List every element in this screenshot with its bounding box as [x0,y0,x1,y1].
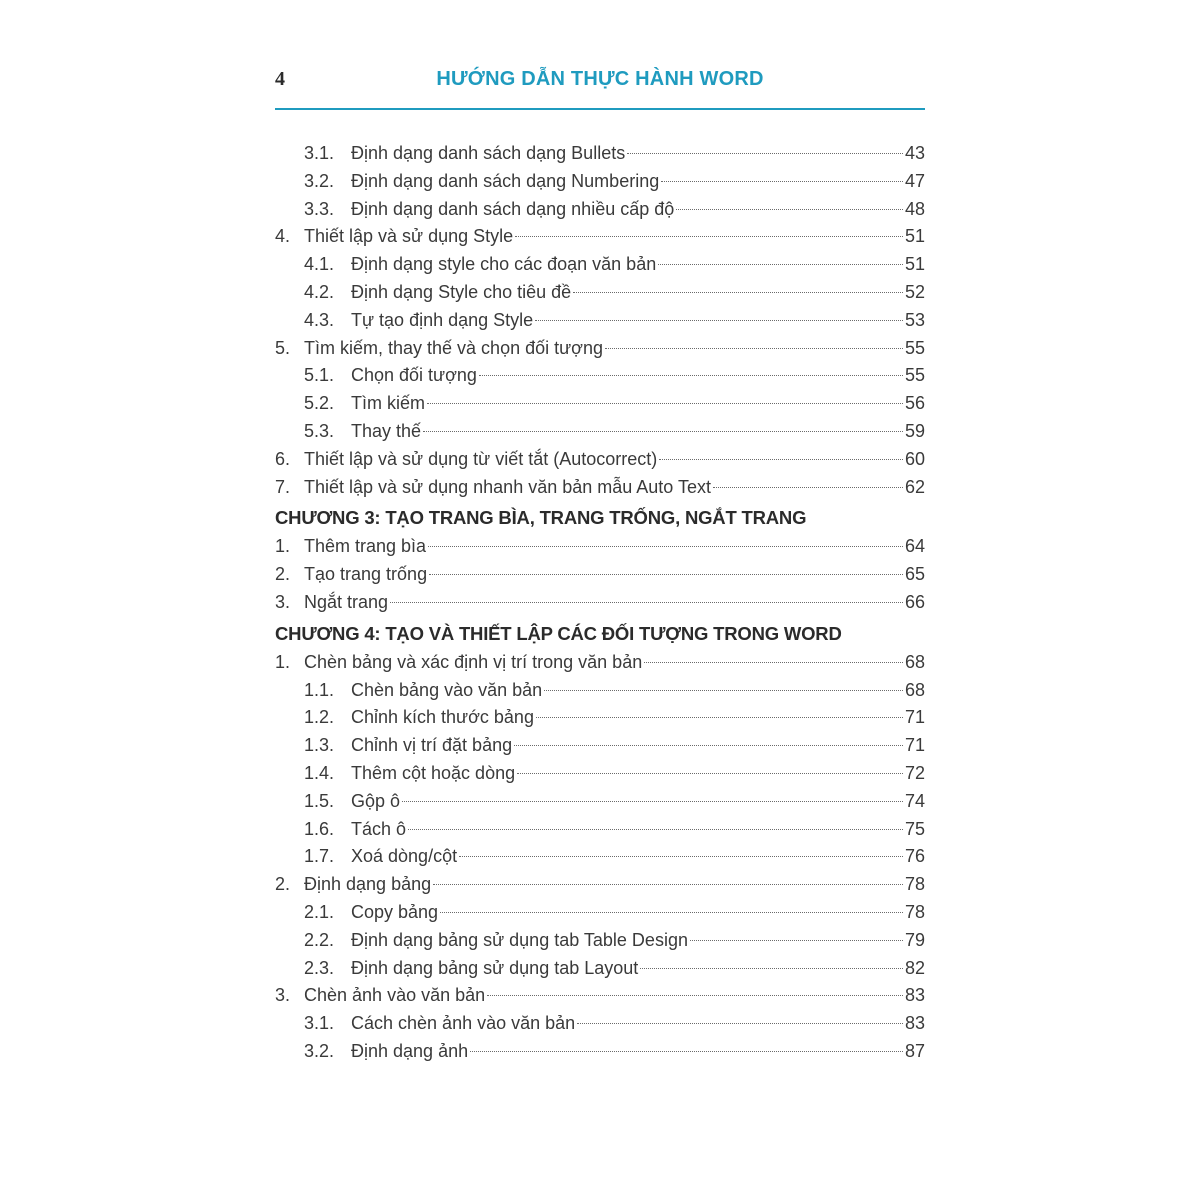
toc-entry-number: 7. [275,476,291,497]
toc-dot-leader [627,153,903,154]
toc-entry-title: Định dạng bảng [304,874,432,895]
toc-entry-number: 3.3. [304,198,335,219]
toc-entry-page: 53 [904,309,925,330]
toc-entry [275,446,925,474]
toc-entry-title: Tạo trang trống [304,564,428,585]
toc-entry-number: 3. [275,591,291,612]
toc-entry-title: Định dạng Style cho tiêu đề [351,281,572,302]
toc-entry-page: 43 [904,143,925,163]
toc-entry-number: 3.1. [304,143,335,163]
toc-entry-page: 68 [904,679,925,700]
toc-entry-title: Tìm kiếm [351,393,425,414]
toc-dot-leader [440,912,903,913]
toc-entry-number: 5. [275,337,291,358]
toc-entry-number: 1. [275,651,291,672]
toc-dot-leader [658,264,903,265]
toc-entry-page: 68 [904,651,925,672]
toc-entry-page: 62 [904,476,925,497]
toc-entry-page: 55 [904,337,925,358]
toc-entry-number: 1.5. [304,790,335,811]
toc-entry [275,279,925,307]
toc-entry-title: Chỉnh vị trí đặt bảng [351,735,513,756]
toc-entry-page: 51 [904,254,925,275]
toc-entry-page: 71 [904,735,925,756]
toc-entry [275,251,925,279]
toc-entry-page: 72 [904,762,925,783]
toc-entry-page: 75 [904,818,925,839]
toc-dot-leader [536,717,903,718]
toc-entry [275,168,925,196]
toc-chapter-heading: CHƯƠNG 3: TẠO TRANG BÌA, TRANG TRỐNG, NGẮT TRANG [275,507,807,529]
toc-dot-leader [640,968,903,969]
toc-entry [275,223,925,251]
toc-entry-page: 47 [904,170,925,191]
toc-entry-title: Định dạng bảng sử dụng tab Layout [351,957,639,978]
toc-entry-number: 1.2. [304,707,335,728]
toc-entry [275,196,925,224]
toc-entry-title: Tự tạo định dạng Style [351,309,534,330]
toc-dot-leader [408,829,903,830]
toc-entry [275,589,925,617]
toc-entry-title: Cách chèn ảnh vào văn bản [351,1013,576,1034]
header-divider [275,108,925,110]
toc-dot-leader [577,1023,903,1024]
toc-dot-leader [573,292,903,293]
page-number: 4 [275,68,285,90]
toc-entry-title: Định dạng ảnh [351,1040,469,1061]
toc-entry [275,307,925,335]
toc-entry-number: 4.1. [304,254,335,275]
toc-entry [275,816,925,844]
toc-dot-leader [433,884,903,885]
toc-dot-leader [676,209,903,210]
toc-entry-title: Thêm trang bìa [304,536,427,557]
toc-entry [275,1038,925,1066]
toc-entry-title: Chỉnh kích thước bảng [351,707,534,728]
toc-entry [275,788,925,816]
toc-entry-page: 83 [904,1013,925,1034]
toc-entry-number: 5.3. [304,420,335,441]
toc-entry [275,843,925,871]
toc-entry [275,561,925,589]
toc-entry-number: 4.2. [304,281,335,302]
toc-entry-number: 2. [275,564,291,585]
toc-entry-number: 3.1. [304,1013,335,1034]
toc-entry-title: Định dạng danh sách dạng Numbering [351,170,660,191]
toc-entry-title: Xoá dòng/cột [351,846,458,867]
toc-dot-leader [427,403,903,404]
toc-entry [275,474,925,502]
toc-entry-page: 82 [904,957,925,978]
toc-entry-page: 78 [904,874,925,895]
toc-entry-number: 2.3. [304,957,335,978]
toc-entry-title: Thiết lập và sử dụng Style [304,226,514,247]
toc-entry [275,1010,925,1038]
toc-entry-number: 1.4. [304,762,335,783]
toc-dot-leader [515,236,903,237]
toc-entry-number: 1.1. [304,679,335,700]
toc-entry-title: Ngắt trang [304,591,389,612]
toc-dot-leader [713,487,903,488]
toc-dot-leader [644,662,903,663]
toc-entry-page: 55 [904,365,925,386]
toc-entry-page: 59 [904,420,925,441]
toc-entry-page: 52 [904,281,925,302]
toc-entry-title: Định dạng style cho các đoạn văn bản [351,254,657,275]
toc-entry [275,649,925,677]
toc-entry-number: 5.2. [304,393,335,414]
toc-entry-title: Chèn bảng và xác định vị trí trong văn bản [304,651,643,672]
toc-entry [275,140,925,168]
toc-entry-title: Thêm cột hoặc dòng [351,762,516,783]
running-header-title: HƯỚNG DẪN THỰC HÀNH WORD [436,68,764,90]
toc-dot-leader [659,459,903,460]
toc-dot-leader [661,181,903,182]
toc-dot-leader [390,602,903,603]
toc-entry-page: 79 [904,929,925,950]
toc-entry-number: 3.2. [304,170,335,191]
toc-entry [275,927,925,955]
toc-entry-page: 74 [904,790,925,811]
toc-dot-leader [544,690,903,691]
toc-dot-leader [479,375,903,376]
toc-entry-number: 6. [275,448,291,469]
toc-entry-title: Định dạng danh sách dạng Bullets [351,143,626,163]
toc-entry-page: 76 [904,846,925,867]
toc-entry-number: 2.1. [304,901,335,922]
toc-entry-number: 4.3. [304,309,335,330]
toc-entry [275,335,925,363]
toc-entry [275,955,925,983]
toc-dot-leader [690,940,903,941]
toc-entry-page: 83 [904,985,925,1006]
toc-entry-title: Chèn bảng vào văn bản [351,679,543,700]
toc-entry-title: Tách ô [351,818,407,839]
toc-dot-leader [428,546,903,547]
toc-entry-title: Định dạng danh sách dạng nhiều cấp độ [351,198,675,219]
toc-entry-page: 48 [904,198,925,219]
toc-entry-page: 78 [904,901,925,922]
toc-entry-page: 87 [904,1040,925,1061]
toc-entry-title: Thay thế [351,420,422,441]
toc-entry-title: Copy bảng [351,901,439,922]
toc-entry-number: 4. [275,226,291,247]
toc-entry-title: Tìm kiếm, thay thế và chọn đối tượng [304,337,603,358]
toc-dot-leader [459,856,903,857]
toc-entry-title: Thiết lập và sử dụng nhanh văn bản mẫu Auto Text [304,476,711,497]
toc-entry [275,899,925,927]
toc-entry [275,362,925,390]
toc-entry-page: 56 [904,393,925,414]
toc-entry [275,871,925,899]
toc-dot-leader [514,745,903,746]
toc-entry [275,732,925,760]
toc-entry-title: Gộp ô [351,790,401,811]
toc-entry [275,418,925,446]
toc-dot-leader [470,1051,903,1052]
toc-entry-number: 1. [275,536,291,557]
toc-entry-title: Chọn đối tượng [351,365,477,386]
toc-entry [275,982,925,1010]
toc-entry-title: Thiết lập và sử dụng từ viết tắt (Autocorrect) [304,448,658,469]
table-of-contents [275,140,925,1066]
toc-entry-page: 60 [904,448,925,469]
toc-entry-page: 71 [904,707,925,728]
toc-entry [275,704,925,732]
toc-entry-page: 66 [904,591,925,612]
toc-dot-leader [535,320,903,321]
toc-entry-page: 64 [904,536,925,557]
toc-dot-leader [605,348,903,349]
toc-dot-leader [423,431,903,432]
toc-entry-number: 1.3. [304,735,335,756]
toc-entry-number: 3.2. [304,1040,335,1061]
toc-entry-number: 1.6. [304,818,335,839]
toc-dot-leader [402,801,903,802]
toc-dot-leader [429,574,903,575]
toc-entry-title: Chèn ảnh vào văn bản [304,985,486,1006]
toc-dot-leader [517,773,903,774]
toc-entry-number: 1.7. [304,846,335,867]
toc-entry-title: Định dạng bảng sử dụng tab Table Design [351,929,688,950]
toc-entry-page: 51 [904,226,925,247]
toc-entry [275,533,925,561]
toc-entry-page: 65 [904,564,925,585]
toc-entry [275,677,925,705]
toc-entry-number: 2.2. [304,929,335,950]
toc-entry-number: 3. [275,985,291,1006]
toc-chapter-heading: CHƯƠNG 4: TẠO VÀ THIẾT LẬP CÁC ĐỐI TƯỢNG TRONG WORD [275,622,842,644]
toc-entry-number: 2. [275,874,291,895]
toc-entry [275,760,925,788]
toc-dot-leader [487,995,903,996]
toc-entry [275,390,925,418]
toc-entry-number: 5.1. [304,365,335,386]
